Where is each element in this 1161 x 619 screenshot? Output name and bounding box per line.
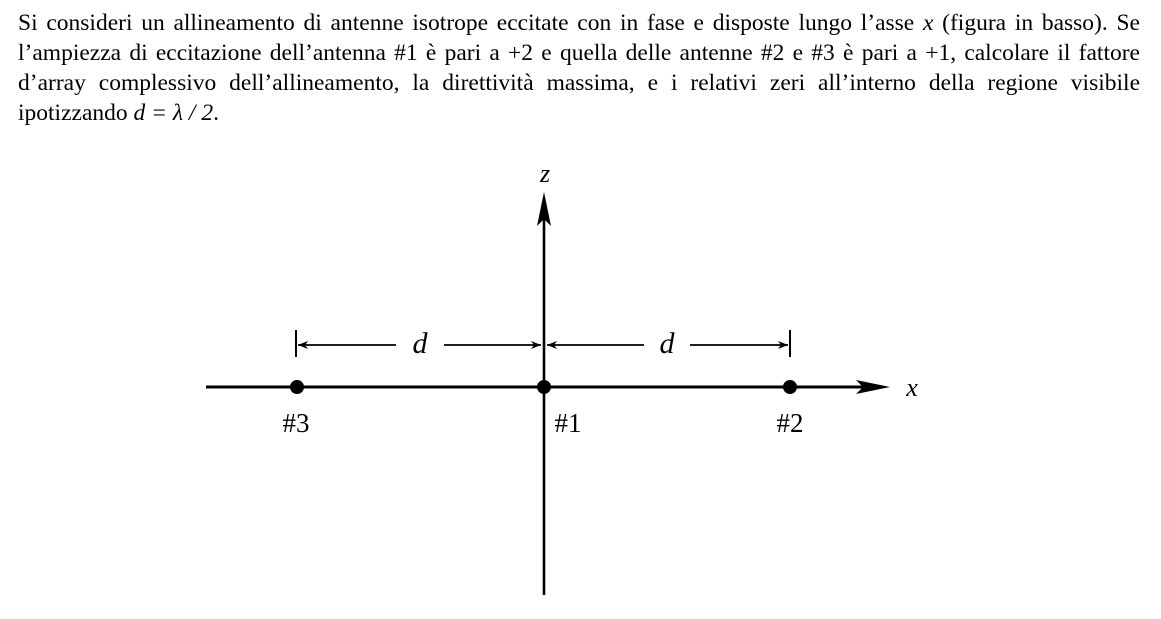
problem-text-part1: Si consideri un allineamento di antenne isotrope eccitate con in fase e disposte lungo l’asse bbox=[18, 10, 923, 36]
problem-end-period: . bbox=[213, 100, 219, 126]
antenna-label: #1 bbox=[554, 408, 582, 438]
spacing-dimension-left bbox=[296, 327, 541, 360]
antenna-dot bbox=[537, 380, 551, 394]
antenna-element-2 bbox=[777, 380, 804, 438]
spacing-label: d bbox=[659, 327, 675, 360]
antenna-label: #3 bbox=[282, 408, 310, 438]
x-axis-label: x bbox=[906, 373, 918, 402]
z-axis-label: z bbox=[539, 159, 551, 188]
formula-rest: = λ / 2 bbox=[145, 100, 214, 126]
antenna-label: #2 bbox=[776, 408, 804, 438]
problem-text-part2: (figura in basso). Se l’ampiezza di eccitazione dell’antenna #1 è pari a +2 e quella delle antenne #2 e #3 è pari a +1, calcolare il fattore d’array complessivo dell’allineamento, la direttività massima, e i relativi zeri all’interno della regione visibile ipotizzando bbox=[18, 10, 1140, 126]
x-axis bbox=[206, 373, 918, 402]
spacing-dimension-right bbox=[547, 327, 790, 360]
axis-variable-x: x bbox=[922, 10, 934, 36]
z-axis bbox=[537, 159, 551, 595]
antenna-element-3 bbox=[283, 380, 310, 438]
antenna-dot bbox=[783, 380, 797, 394]
formula-variable-d: d bbox=[133, 100, 146, 126]
spacing-label: d bbox=[412, 327, 428, 360]
antenna-dot bbox=[290, 380, 304, 394]
